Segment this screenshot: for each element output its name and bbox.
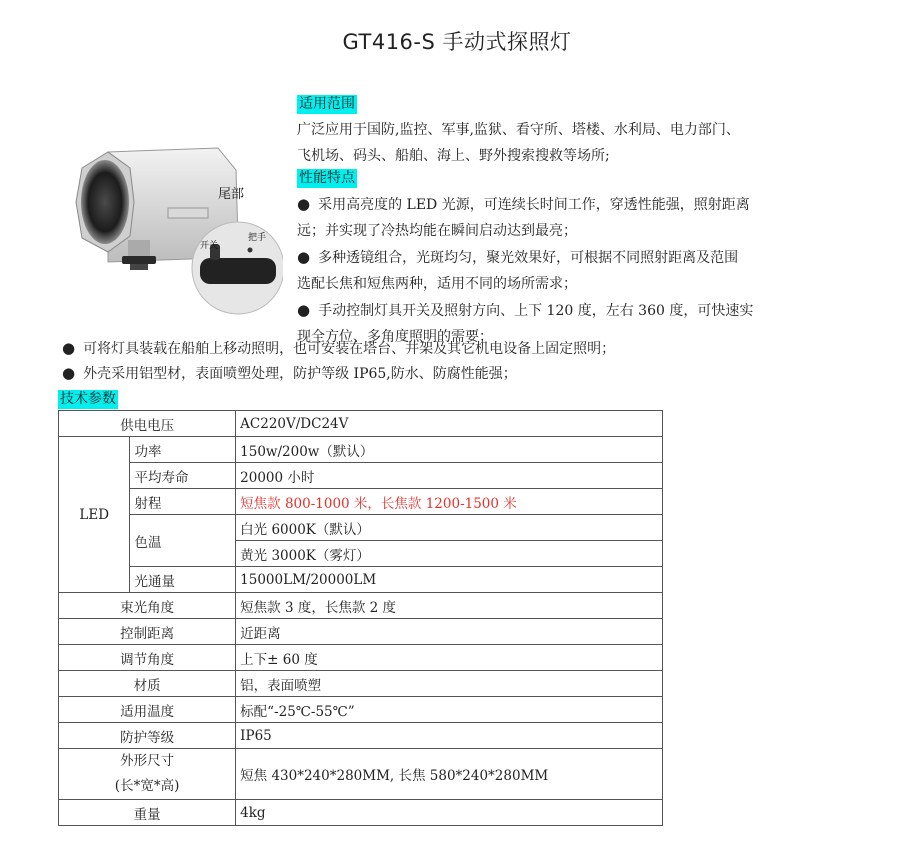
switch-label: 开关 [200, 240, 219, 250]
tail-label: 尾部 [218, 186, 245, 201]
searchlight-photo [68, 140, 283, 320]
spec-value: 150w/200w（默认） [236, 437, 663, 463]
spec-value: 短焦款 3 度，长焦款 2 度 [236, 593, 663, 619]
scope-line: 飞机场、码头、船舶、海上、野外搜索搜救等场所; [297, 148, 610, 164]
spec-value-highlight: 短焦款 800-1000 米，长焦款 1200-1500 米 [236, 489, 663, 515]
feature-item-cont: 选配长焦和短焦两种，适用不同的场所需求； [297, 276, 577, 292]
table-row [59, 515, 663, 541]
feature-item: ● 多种透镜组合，光斑均匀，聚光效果好，可根据不同照射距离及范围 [297, 248, 739, 266]
spec-value: 标配“-25℃-55℃” [236, 697, 663, 723]
spec-label: 材质 [59, 671, 236, 697]
table-row [59, 437, 663, 463]
spec-value: 4kg [236, 800, 663, 826]
feature-item: ● 手动控制灯具开关及照射方向、上下 120 度，左右 360 度，可快速实 [297, 301, 754, 319]
feature-item-cont: 现全方位、多角度照明的需要； [297, 329, 493, 345]
spec-label: 平均寿命 [130, 463, 236, 489]
page-title: GT416-S 手动式探照灯 [342, 30, 572, 54]
led-label: LED [59, 437, 130, 593]
spec-label: 功率 [130, 437, 236, 463]
spec-label: 色温 [130, 515, 236, 567]
spec-value: 白光 6000K（默认） [236, 515, 663, 541]
spec-value: 15000LM/20000LM [236, 567, 663, 593]
table-row [59, 411, 663, 437]
spec-value: IP65 [236, 723, 663, 749]
feature-full-item: ● 可将灯具装载在船舶上移动照明，也可安装在塔台、井架及其它机电设备上固定照明； [62, 339, 616, 357]
table-row [59, 697, 663, 723]
spec-label: 防护等级 [59, 723, 236, 749]
table-row [59, 463, 663, 489]
feature-item: ● 采用高亮度的 LED 光源，可连续长时间工作，穿透性能强，照射距离 [297, 195, 750, 213]
spec-heading-wrap [58, 388, 118, 409]
spec-value: 黄光 3000K（雾灯） [236, 541, 663, 567]
table-row [59, 723, 663, 749]
spec-label: 适用温度 [59, 697, 236, 723]
table-row [59, 489, 663, 515]
spec-label: 外形尺寸 (长*宽*高) [59, 749, 236, 800]
table-row [59, 800, 663, 826]
spec-label: 光通量 [130, 567, 236, 593]
spec-value: 上下± 60 度 [236, 645, 663, 671]
feature-item-cont: 远；并实现了冷热均能在瞬间启动达到最亮； [297, 223, 577, 239]
spec-label: 束光角度 [59, 593, 236, 619]
scope-heading: 适用范围 [299, 96, 355, 112]
spec-label: 调节角度 [59, 645, 236, 671]
scope-line: 广泛应用于国防,监控、军事,监狱、看守所、塔楼、水利局、电力部门、 [297, 122, 740, 138]
table-row [59, 567, 663, 593]
spec-value: 20000 小时 [236, 463, 663, 489]
spec-label: 控制距离 [59, 619, 236, 645]
features-heading: 性能特点 [299, 170, 355, 186]
handle-label: 把手 [248, 232, 267, 242]
spec-value: AC220V/DC24V [236, 411, 663, 437]
table-row [59, 593, 663, 619]
scope-section [297, 91, 837, 169]
spec-table [58, 410, 663, 826]
spec-value: 铝，表面喷塑 [236, 671, 663, 697]
spec-label: 供电电压 [59, 411, 236, 437]
spec-label: 射程 [130, 489, 236, 515]
table-row [59, 645, 663, 671]
table-row [59, 749, 663, 800]
spec-value: 短焦 430*240*280MM, 长焦 580*240*280MM [236, 749, 663, 800]
spec-value: 近距离 [236, 619, 663, 645]
table-row [59, 671, 663, 697]
features-section [297, 165, 837, 350]
table-row [59, 619, 663, 645]
spec-label: 重量 [59, 800, 236, 826]
spec-heading: 技术参数 [60, 391, 116, 407]
feature-full-item: ● 外壳采用铝型材，表面喷塑处理，防护等级 IP65,防水、防腐性能强； [62, 364, 517, 382]
